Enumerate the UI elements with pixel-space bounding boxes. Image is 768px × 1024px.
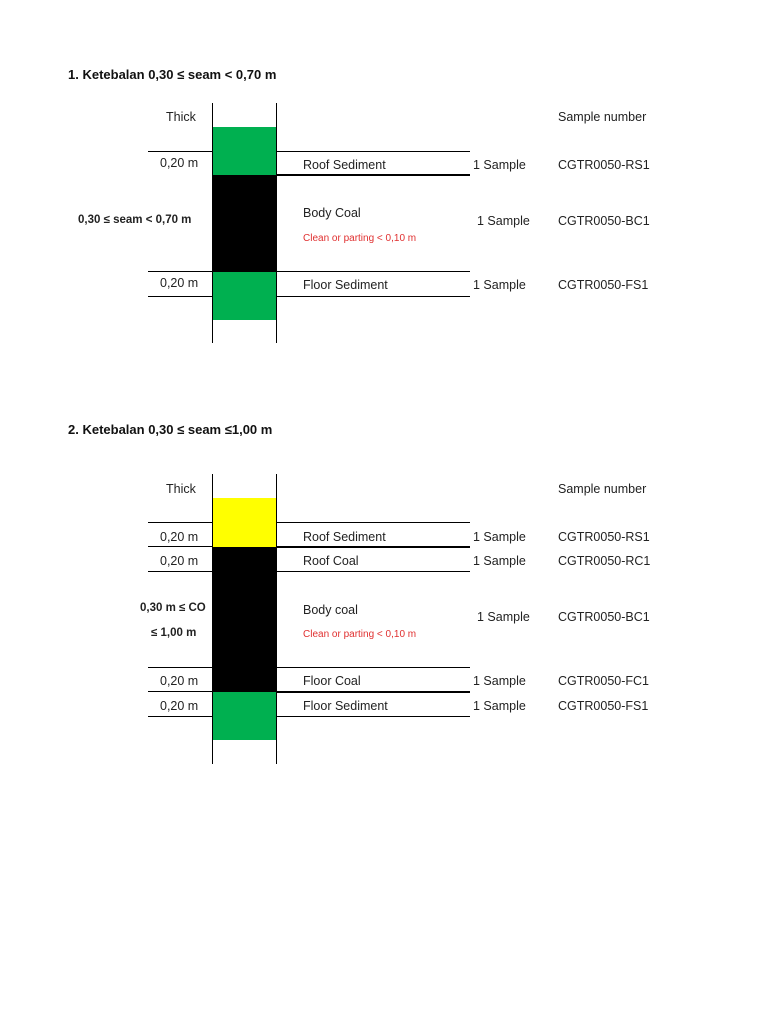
divider — [148, 296, 212, 297]
sample-code: CGTR0050-RS1 — [558, 530, 650, 544]
divider — [276, 151, 470, 152]
coal-block — [212, 547, 276, 692]
divider — [148, 691, 212, 692]
thick-header: Thick — [166, 110, 196, 124]
sample-count: 1 Sample — [473, 158, 526, 172]
sample-count: 1 Sample — [477, 610, 530, 624]
sample-number-header: Sample number — [558, 110, 647, 124]
divider — [276, 716, 470, 717]
divider — [276, 296, 470, 297]
layer-name: Floor Coal — [303, 674, 361, 688]
thickness-value: 0,20 m — [160, 699, 199, 713]
sample-code: CGTR0050-FC1 — [558, 674, 649, 688]
thickness-value: 0,20 m — [160, 276, 199, 290]
thickness-value: 0,30 m ≤ CO — [140, 602, 206, 614]
divider — [148, 546, 212, 547]
sample-number-header: Sample number — [558, 482, 647, 496]
layer-name: Roof Coal — [303, 554, 359, 568]
sample-code: CGTR0050-RC1 — [558, 554, 651, 568]
column-left-border — [212, 474, 213, 764]
roof-sediment-block — [212, 498, 276, 547]
floor-sediment-block — [212, 692, 276, 740]
thickness-value: 0,30 ≤ seam < 0,70 m — [78, 214, 192, 226]
column-right-border — [276, 474, 277, 764]
sample-code: CGTR0050-BC1 — [558, 610, 650, 624]
sample-code: CGTR0050-FS1 — [558, 699, 649, 713]
sample-count: 1 Sample — [473, 530, 526, 544]
thickness-value: ≤ 1,00 m — [151, 627, 197, 639]
sample-count: 1 Sample — [473, 699, 526, 713]
divider — [148, 522, 212, 523]
divider — [276, 691, 470, 693]
thickness-value: 0,20 m — [160, 156, 199, 170]
sample-code: CGTR0050-RS1 — [558, 158, 650, 172]
column-left-border — [212, 103, 213, 343]
layer-name: Floor Sediment — [303, 278, 388, 292]
layer-note: Clean or parting < 0,10 m — [303, 233, 417, 244]
layer-name: Body Coal — [303, 206, 361, 220]
divider — [148, 151, 212, 152]
section-2-title: 2. Ketebalan 0,30 ≤ seam ≤1,00 m — [68, 422, 273, 437]
divider — [276, 174, 470, 176]
layer-name: Roof Sediment — [303, 530, 386, 544]
thickness-value: 0,20 m — [160, 674, 199, 688]
thickness-value: 0,20 m — [160, 530, 199, 544]
sample-count: 1 Sample — [473, 554, 526, 568]
section-1-title: 1. Ketebalan 0,30 ≤ seam < 0,70 m — [68, 67, 277, 82]
sample-count: 1 Sample — [473, 278, 526, 292]
roof-sediment-block — [212, 127, 276, 175]
divider — [148, 271, 212, 272]
layer-name: Body coal — [303, 603, 358, 617]
sample-code: CGTR0050-BC1 — [558, 214, 650, 228]
sample-count: 1 Sample — [473, 674, 526, 688]
floor-sediment-block — [212, 272, 276, 320]
body-coal-block — [212, 175, 276, 272]
divider — [148, 716, 212, 717]
layer-name: Roof Sediment — [303, 158, 386, 172]
divider — [276, 522, 470, 523]
divider — [276, 271, 470, 272]
divider — [276, 667, 470, 668]
sample-count: 1 Sample — [477, 214, 530, 228]
layer-note: Clean or parting < 0,10 m — [303, 629, 417, 640]
divider — [276, 571, 470, 572]
thickness-value: 0,20 m — [160, 554, 199, 568]
sample-code: CGTR0050-FS1 — [558, 278, 649, 292]
divider — [148, 571, 212, 572]
thick-header: Thick — [166, 482, 196, 496]
divider — [148, 667, 212, 668]
divider — [276, 546, 470, 548]
column-right-border — [276, 103, 277, 343]
layer-name: Floor Sediment — [303, 699, 388, 713]
